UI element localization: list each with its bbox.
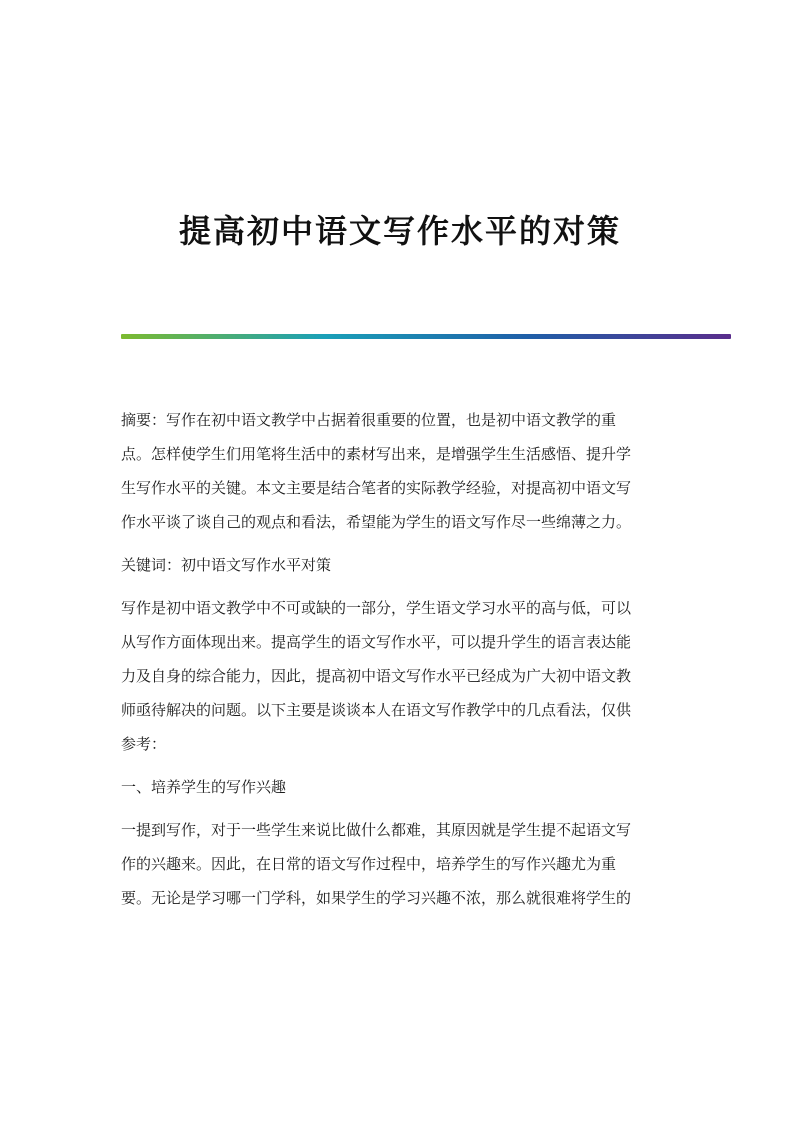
section-paragraph: 一提到写作，对于一些学生来说比做什么都难，其原因就是学生提不起语文写 作的兴趣来。因此，在日常的语文写作过程中，培养学生的写作兴趣尤为重 要。无论是学习哪一门学科，如果学生的学习兴趣不浓，那么就很难将学生的	[121, 821, 632, 907]
document-body	[121, 403, 681, 915]
intro-paragraph: 写作是初中语文教学中不可或缺的一部分，学生语文学习水平的高与低，可以 从写作方面体现出来。提高学生的语文写作水平，可以提升学生的语言表达能 力及自身的综合能力，因此，提高初中语文写作水平已经成为广大初中语文教 师亟待解决的问题。以下主要是谈谈本人在语文写作教学中的几点看法，仅供 参考：	[121, 599, 632, 753]
section-heading: 一、培养学生的写作兴趣	[121, 778, 287, 796]
title-divider	[121, 334, 731, 339]
abstract-paragraph: 摘要：写作在初中语文教学中占据着很重要的位置，也是初中语文教学的重 点。怎样使学生们用笔将生活中的素材写出来，是增强学生生活感悟、提升学 生写作水平的关键。本文主要是结合笔者的实际教学经验，对提高初中语文写 作水平谈了谈自己的观点和看法，希望能为学生的语文写作尽一些绵薄之力。	[121, 411, 632, 531]
page-title: 提高初中语文写作水平的对策	[178, 212, 621, 251]
keywords-line: 关键词：初中语文写作水平对策	[121, 556, 332, 574]
